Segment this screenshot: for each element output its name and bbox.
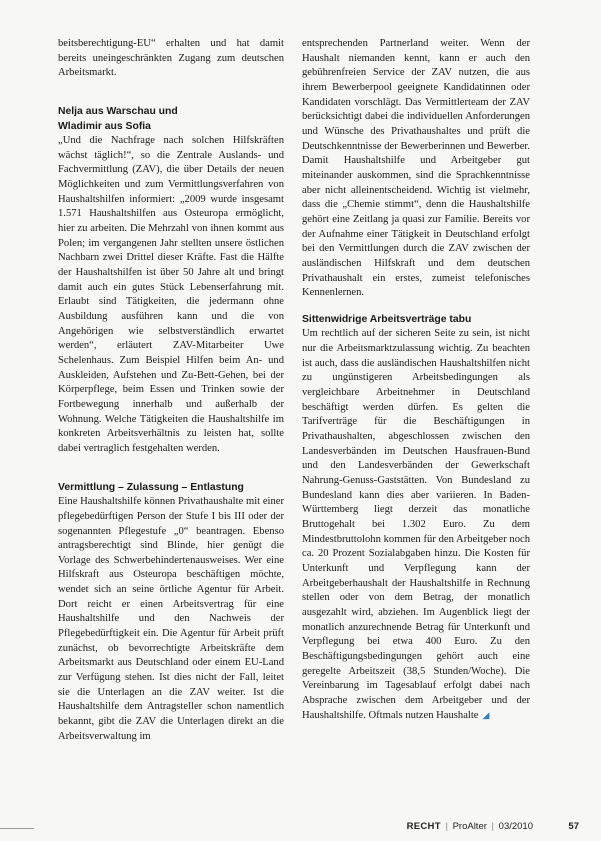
right-column <box>302 37 530 724</box>
page-number: 57 <box>568 821 579 832</box>
footer-magazine: ProAlter <box>452 821 487 832</box>
page-footer <box>0 820 601 836</box>
section-body-nelja: „Und die Nachfrage nach solchen Hilfskräften wächst täglich!“, so die Zentrale Auslands- und Fachvermittlung (ZAV), die über Details der neuen Möglichkeiten und zum Vermittlungsverfahren von Haushaltshilfen informiert: „2009 wurde insgesamt 1.571 Haushaltshilfen aus Osteuropa ermöglicht, hier zu arbeiten. Die Mehrzahl von ihnen kommt aus Polen; im vergangenen Jahr stellten unsere östlichen Nachbarn zwei Drittel dieser Kräfte. Fast die Hälfte der Haushaltshilfen ist über 50 Jahre alt und bringt damit auch ein gutes Stück Lebenserfahrung mit. Erlaubt sind Tätigkeiten, die jedermann ohne Ausbildung ausführen kann und die von Angehörigen wie selbstverständlich erwartet werden“, erläutert ZAV-Mitarbeiter Uwe Schelenhaus. Zum Beispiel Hilfen beim An- und Auskleiden, Aufstehen und Zu-Bett-Gehen, bei der Körperpflege, beim Essen und Trinken sowie der Fortbewegung innerhalb und außerhalb der Wohnung. Welche Tätigkeiten die Haushaltshilfe im konkreten Arbeitsverhältnis zu leisten hat, sollte dabei vertraglich festgehalten werden. <box>58 135 284 454</box>
section-heading-line1: Nelja aus Warschau und <box>58 105 178 117</box>
section-heading-line2: Wladimir aus Sofia <box>58 120 151 132</box>
section-heading-sittenwidrig: Sittenwidrige Arbeitsverträge tabu <box>302 313 472 325</box>
left-intro-paragraph: beitsberechtigung-EU“ erhalten und hat damit bereits uneingeschränkten Zugang zum deutschen Arbeitsmarkt. <box>58 38 284 79</box>
section-body-sittenwidrig: Um rechtlich auf der sicheren Seite zu sein, ist nicht nur die Arbeitsmarktzulassung wichtig. Zu beachten ist auch, dass die ausländischen Haushaltshilfen nicht zu ungünstigeren Arbeitsbedingungen als vergleichbare Arbeitnehmer in Deutschland beschäftigt werden dürfen. Es gelten die Tarifverträge für die Beschäftigungen in Privathaushalten, abgeschlossen zwischen den Landesverbänden im Deutschen Hausfrauen-Bund und den Landesverbänden der Gewerkschaft Nahrung-Genuss-Gaststätten. Von Bundesland zu Bundesland kann dies aber variieren. In Baden-Württemberg liegt derzeit das monatliche Bruttogehalt bei 1.302 Euro. Zu dem Mindestbruttolohn kommen für den Arbeitgeber noch ca. 20 Prozent Sozialabgaben hinzu. Die Kosten für Unterkunft und Verpflegung kann der Arbeitgeberhaushalt der Haushaltshilfe in Rechnung stellen oder von dem Betrag, der monatlich ausgezahlt wird, abziehen. Im Augenblick liegt der monatlich anzurechnende Betrag für Unterkunft und Verpflegung bei etwa 400 Euro. Zu den Beschäftigungsbedingungen gehört auch eine geregelte Arbeitszeit (38,5 Stunden/Woche). Die Vereinbarung im Tagesablauf erfolgt dabei nach Absprache zwischen dem Arbeitgeber und der Haushaltshilfe. Oftmals nutzen Haushalte <box>302 328 530 722</box>
section-body-vermittlung: Eine Haushaltshilfe können Privathaushalte mit einer pflegebedürftigen Person der Stufe I bis III oder der sogenannten Pflegestufe „0“ beantragen. Ebenso antragsberechtigt sind Blinde, hier genügt die Vorlage des Schwerbehindertenausweises. Wer eine Hilfskraft aus Osteuropa beschäftigen möchte, wendet sich an seine örtliche Agentur für Arbeit. Dort reicht er einen Arbeitsvertrag für eine Haushaltshilfe und den Nachweis der Pflegebedürftigkeit ein. Die Agentur für Arbeit prüft zunächst, ob bevorrechtigte Arbeitskräfte dem Arbeitsmarkt aus Deutschland oder einem EU-Land zur Verfügung stehen. Ist dies nicht der Fall, leitet sie die Unterlagen an die ZAV weiter. Ist die Haushaltshilfe dem Antragsteller schon namentlich bekannt, gibt die ZAV die Unterlagen direkt an die Arbeitsverwaltung im <box>58 496 284 742</box>
section-body-sittenwidrig-wrap <box>302 327 530 724</box>
section-heading-nelja <box>58 105 284 134</box>
left-column <box>58 37 284 744</box>
footer-separator: | <box>445 821 448 832</box>
section-heading-vermittlung: Vermittlung – Zulassung – Entlastung <box>58 481 244 493</box>
footer-separator-2: | <box>491 821 495 832</box>
footer-section: RECHT <box>406 821 441 832</box>
footer-issue: 03/2010 <box>498 821 533 832</box>
footer-rule <box>0 828 34 829</box>
right-intro-paragraph: entsprechenden Partnerland weiter. Wenn der Haushalt niemanden kennt, kann er auch den gebührenfreien Service der ZAV nutzen, die aus ihrem Bewerberpool geeignete Kandidatinnen oder Kandidaten vorschlägt. Das Vermittlerteam der ZAV berücksichtigt dabei die individuellen Anforderungen und Wünsche des Privathaushaltes und prüft die Deutschkenntnisse der Bewerberinnen und Bewerber. Damit Haushaltshilfe und Arbeitgeber gut miteinander auskommen, sind die Sprachkenntnisse aber nicht alleinentscheidend. Wichtig ist vielmehr, dass die „Chemie stimmt“, denn die Haushaltshilfe gehört eine Zeitlang ja quasi zur Familie. Bereits vor der Aufnahme einer Tätigkeit in Deutschland erfolgt bei den Vermittlungen durch die ZAV zwischen der ausländischen Hilfskraft und dem deutschen Privathaushalt ein erstes, zumeist telefonisches Kennenlernen. <box>302 38 530 299</box>
footer-running-head <box>407 821 533 832</box>
triangle-icon: ◢ <box>482 710 490 721</box>
